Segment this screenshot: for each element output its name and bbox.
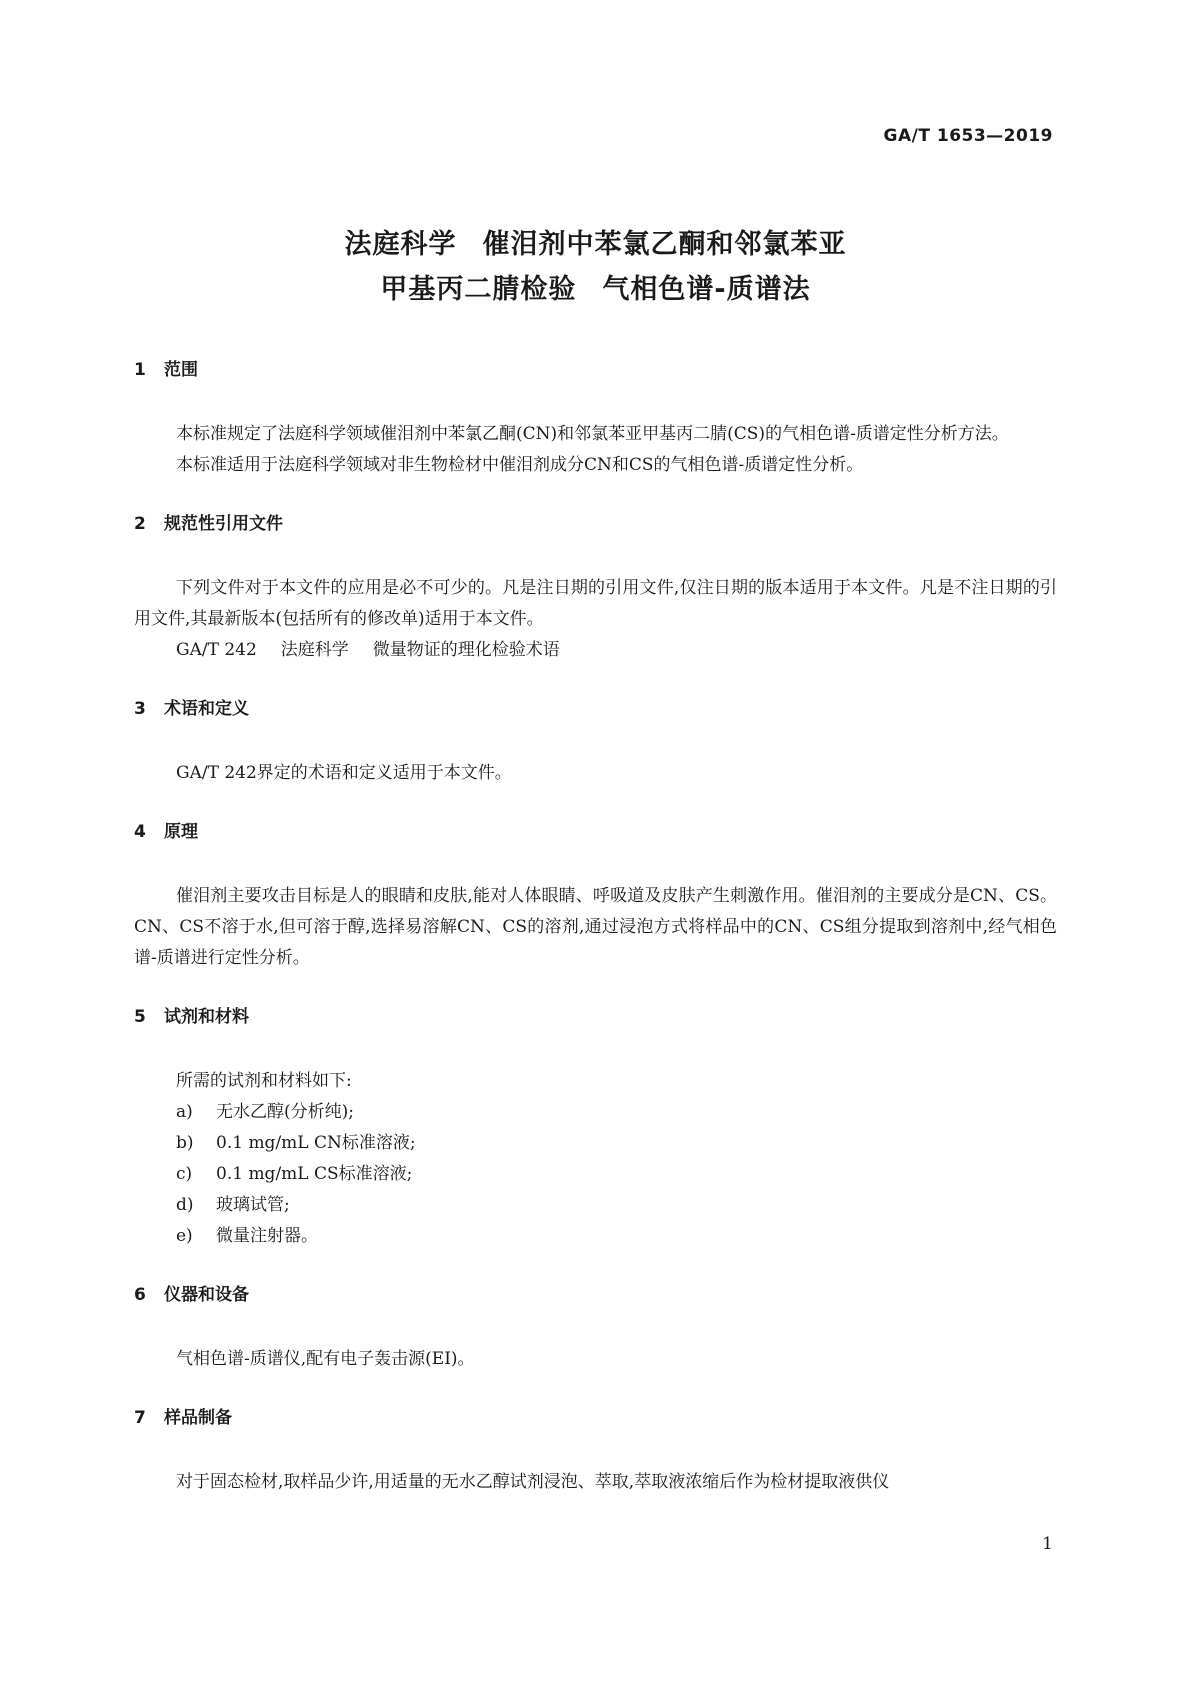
section-2-heading (134, 509, 1057, 539)
list-item-text: 微量注射器。 (216, 1226, 318, 1246)
section-number: 2 (134, 514, 146, 534)
section-number: 7 (134, 1408, 146, 1428)
title-line-2 (0, 267, 1191, 312)
list-marker: d) (176, 1195, 194, 1215)
title-line-1-part-b: 催泪剂中苯氯乙酮和邻氯苯亚 (482, 229, 847, 260)
section-title: 规范性引用文件 (164, 514, 283, 534)
section-title: 样品制备 (164, 1408, 232, 1428)
list-item-text: 无水乙醇(分析纯); (216, 1102, 354, 1122)
section-3-heading (134, 694, 1057, 724)
normative-reference (134, 635, 1057, 666)
section-number: 5 (134, 1007, 146, 1027)
list-marker: b) (176, 1133, 194, 1153)
list-item-text: 0.1 mg/mL CN标准溶液; (216, 1133, 416, 1153)
document-title (0, 222, 1191, 312)
section-4-paragraph-1: 催泪剂主要攻击目标是人的眼睛和皮肤,能对人体眼睛、呼吸道及皮肤产生刺激作用。催泪剂的主要成分是CN、CS。CN、CS不溶于水,但可溶于醇,选择易溶解CN、CS的溶剂,通过浸泡方式将样品中的CN、CS组分提取到溶剂中,经气相色谱-质谱进行定性分析。 (134, 886, 1057, 968)
section-title: 范围 (164, 360, 198, 380)
list-item (134, 1097, 1057, 1128)
section-title: 试剂和材料 (164, 1007, 249, 1027)
reference-code: GA/T 242 (176, 640, 257, 660)
list-item (134, 1128, 1057, 1159)
list-marker: e) (176, 1226, 193, 1246)
document-body (134, 355, 1057, 1498)
list-item-text: 玻璃试管; (216, 1195, 290, 1215)
title-line-1 (0, 222, 1191, 267)
section-5-intro: 所需的试剂和材料如下: (176, 1071, 352, 1091)
title-line-2-part-b: 气相色谱-质谱法 (602, 274, 811, 305)
standard-code: GA/T 1653—2019 (883, 126, 1053, 146)
reference-name-part-a: 法庭科学 (280, 640, 349, 660)
section-6-paragraph-1: 气相色谱-质谱仪,配有电子轰击源(EI)。 (176, 1349, 475, 1369)
section-title: 仪器和设备 (164, 1285, 249, 1305)
section-4-heading (134, 817, 1057, 847)
section-1-paragraph-2: 本标准适用于法庭科学领域对非生物检材中催泪剂成分CN和CS的气相色谱-质谱定性分析。 (176, 455, 864, 475)
title-line-2-part-a: 甲基丙二腈检验 (380, 274, 577, 305)
section-title: 原理 (164, 822, 198, 842)
section-1-heading (134, 355, 1057, 385)
section-1-paragraph-1: 本标准规定了法庭科学领域催泪剂中苯氯乙酮(CN)和邻氯苯亚甲基丙二腈(CS)的气相色谱-质谱定性分析方法。 (176, 424, 1009, 444)
title-line-1-part-a: 法庭科学 (344, 229, 457, 260)
section-title: 术语和定义 (164, 699, 249, 719)
list-marker: c) (176, 1164, 193, 1184)
list-item (134, 1190, 1057, 1221)
section-7-heading (134, 1403, 1057, 1433)
section-number: 4 (134, 822, 146, 842)
section-5-heading (134, 1002, 1057, 1032)
section-6-heading (134, 1280, 1057, 1310)
reference-name-part-b: 微量物证的理化检验术语 (372, 640, 560, 660)
page-number: 1 (1042, 1534, 1053, 1554)
section-number: 6 (134, 1285, 146, 1305)
section-2-paragraph-1: 下列文件对于本文件的应用是必不可少的。凡是注日期的引用文件,仅注日期的版本适用于本文件。凡是不注日期的引用文件,其最新版本(包括所有的修改单)适用于本文件。 (134, 578, 1057, 629)
section-number: 1 (134, 360, 146, 380)
list-item (134, 1159, 1057, 1190)
list-item-text: 0.1 mg/mL CS标准溶液; (216, 1164, 413, 1184)
list-item (134, 1221, 1057, 1252)
list-marker: a) (176, 1102, 193, 1122)
section-number: 3 (134, 699, 146, 719)
section-3-paragraph-1: GA/T 242界定的术语和定义适用于本文件。 (176, 763, 512, 783)
section-7-paragraph-1: 对于固态检材,取样品少许,用适量的无水乙醇试剂浸泡、萃取,萃取液浓缩后作为检材提取液供仪 (176, 1472, 890, 1492)
